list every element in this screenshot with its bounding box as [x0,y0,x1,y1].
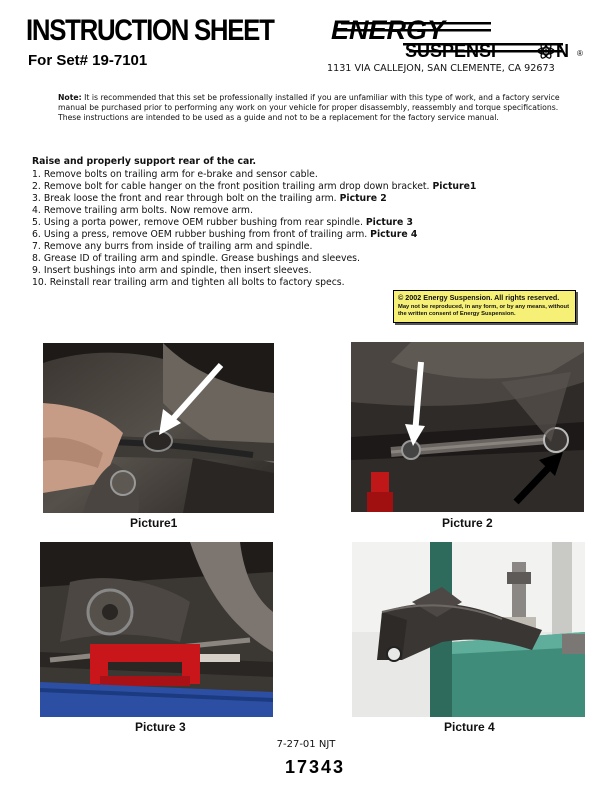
sheet-title: INSTRUCTION SHEET [26,14,274,47]
copyright-notice [393,290,576,323]
photo-picture-3 [40,542,273,717]
logo-word-bottom: SUSPENSI [405,41,497,61]
copyright-line: © 2002 Energy Suspension. All rights reserved. [398,293,560,302]
picture-ref: Picture 2 [339,193,387,204]
logo-word-top: ENERGY [331,15,446,45]
instructions-heading: Raise and properly support rear of the car. [32,156,257,167]
step-4: 4. Remove trailing arm bolts. Now remove arm. [32,205,253,216]
photo-picture-2 [351,342,584,512]
step-8: 8. Grease ID of trailing arm and spindle. Grease bushings and sleeves. [32,253,360,264]
registered-mark: ® [577,49,583,58]
step-7: 7. Remove any burrs from inside of trailing arm and spindle. [32,241,313,252]
picture-ref: Picture 4 [370,229,418,240]
picture-ref: Picture 3 [365,217,414,228]
logo-word-end: N [556,41,569,61]
note-label: Note: [58,93,82,102]
step-3: 3. Break loose the front and rear through bolt on the trailing arm. Picture 2 [32,193,387,204]
picture-ref: Picture1 [432,181,477,192]
caption-picture-3: Picture 3 [135,720,186,734]
company-address: 1131 VIA CALLEJON, SAN CLEMENTE, CA 92673 [327,63,555,74]
step-9: 9. Insert bushings into arm and spindle, then insert sleeves. [32,265,312,276]
revision-date: 7-27-01 NJT [276,739,336,750]
instructions-list [32,156,592,289]
step-6: 6. Using a press, remove OEM rubber bushing from front of trailing arm. Picture 4 [32,229,418,240]
photo-picture-1 [43,343,274,513]
step-1: 1. Remove bolts on trailing arm for e-brake and sensor cable. [32,169,318,180]
document-number: 17343 [284,757,346,777]
note-text: It is recommended that this set be professionally installed if you are unfamiliar with this type of work, and a factory service manual be purchased prior to performing any work on your vehicle for proper disassembly, reassembly and torque specifications. These instructions are intended to be used as a guide and not to be a replacement for the factory service manual. [58,93,560,122]
copyright-restriction: May not be reproduced, in any form, or by any means, without the written consent of Energy Suspension. [398,304,570,317]
energy-suspension-logo [325,12,595,62]
set-number: For Set# 19-7101 [28,52,148,69]
caption-picture-4: Picture 4 [444,720,495,734]
install-note [58,93,563,123]
photo-picture-4 [352,542,585,717]
caption-picture-1: Picture1 [130,516,178,530]
step-2: 2. Remove bolt for cable hanger on the front position trailing arm drop down bracket. Picture1 [32,181,477,192]
caption-picture-2: Picture 2 [442,516,493,530]
step-5: 5. Using a porta power, remove OEM rubber bushing from rear spindle. Picture 3 [32,217,414,228]
step-10: 10. Reinstall rear trailing arm and tighten all bolts to factory specs. [32,277,345,288]
